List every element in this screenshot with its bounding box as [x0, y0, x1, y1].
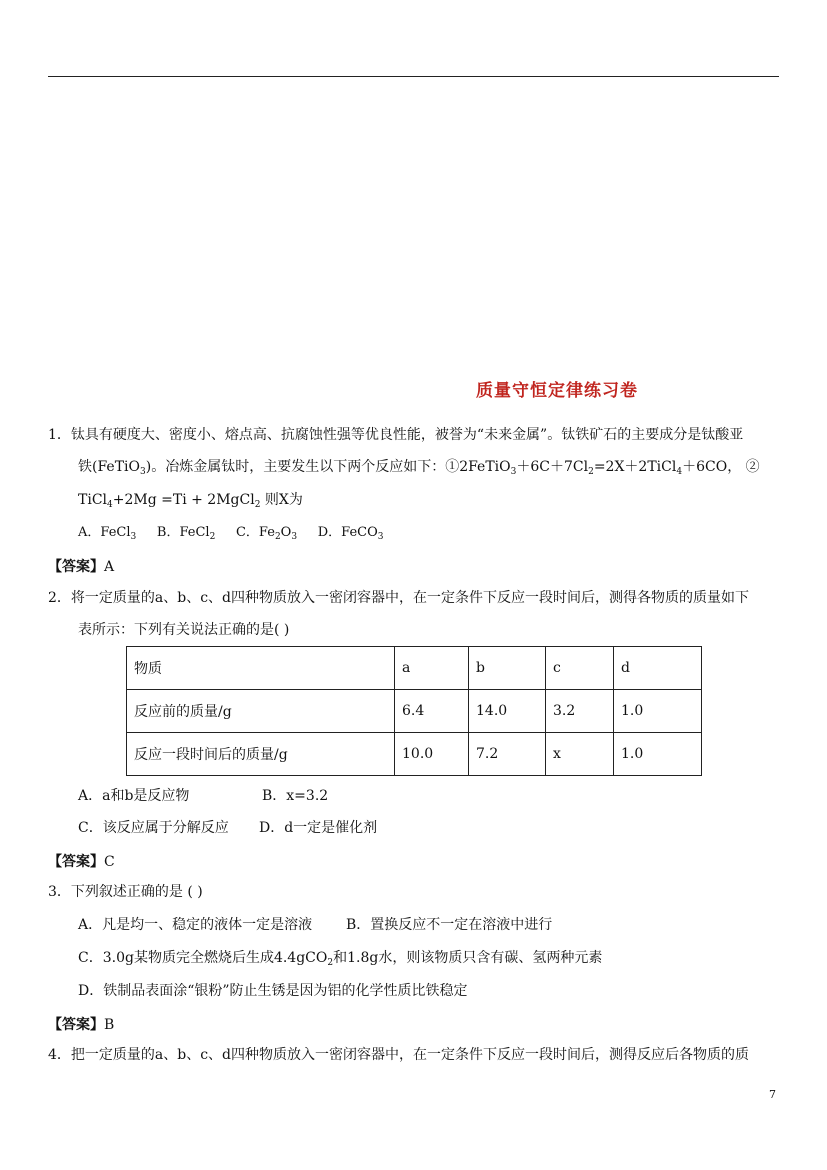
- q1-option-c: C．$Fe_2O_3$: [235, 525, 298, 542]
- q2-answer: 【答案】C: [48, 854, 115, 870]
- q2-option-b: B．x=3.2: [262, 788, 329, 804]
- q1-line3: TiCl$_4$+2Mg =Ti + 2MgCl$_2$ 则X为: [78, 492, 303, 510]
- q1-line1: 1．钛具有硬度大、密度小、熔点高、抗腐蚀性强等优良性能，被誉为“未来金属”。钛铁矿石的主要成分是钛酸亚: [48, 427, 744, 443]
- header-rule: [48, 76, 779, 77]
- table-cell: 14.0: [469, 690, 546, 733]
- q1-option-a: A．FeCl$_3$: [78, 525, 137, 542]
- table-cell: 反应前的质量/g: [127, 690, 395, 733]
- q3-option-a: A．凡是均一、稳定的液体一定是溶液: [78, 917, 313, 933]
- q1-options: [78, 524, 384, 542]
- q3-answer: 【答案】B: [48, 1017, 115, 1033]
- q3-line1: 3．下列叙述正确的是 ( ): [48, 884, 203, 900]
- table-cell: 3.2: [546, 690, 614, 733]
- page-title: 质量守恒定律练习卷: [476, 381, 638, 401]
- page-number: 7: [769, 1088, 776, 1101]
- table-row: [127, 733, 702, 776]
- table-cell: 6.4: [395, 690, 469, 733]
- table-cell: a: [395, 647, 469, 690]
- q1-option-b: B．FeCl$_2$: [156, 525, 216, 542]
- table-row: [127, 690, 702, 733]
- mass-table: [126, 646, 702, 776]
- table-cell: c: [546, 647, 614, 690]
- q1-line2: 铁(FeTiO$_3$)。冶炼金属钛时，主要发生以下两个反应如下：$①2FeTiO_3+6C+7Cl_2=2X+2TiCl_4+6CO$， ②: [78, 459, 760, 477]
- table-row: [127, 647, 702, 690]
- q2-line2: 表所示：下列有关说法正确的是( ): [78, 622, 290, 638]
- table-cell: 7.2: [469, 733, 546, 776]
- table-cell: 10.0: [395, 733, 469, 776]
- q1-answer: 【答案】A: [48, 559, 115, 575]
- table-cell: 1.0: [614, 733, 702, 776]
- table-cell: b: [469, 647, 546, 690]
- q2-option-c: C．该反应属于分解反应: [78, 820, 229, 836]
- table-cell: d: [614, 647, 702, 690]
- q2-option-a: A．a和b是反应物: [78, 788, 190, 804]
- q4-line1: 4．把一定质量的a、b、c、d四种物质放入一密闭容器中，在一定条件下反应一段时间后，测得反应后各物质的质: [48, 1047, 750, 1063]
- table-cell: 物质: [127, 647, 395, 690]
- table-cell: x: [546, 733, 614, 776]
- q2-option-d: D．d一定是催化剂: [259, 820, 378, 836]
- q2-line1: 2．将一定质量的a、b、c、d四种物质放入一密闭容器中，在一定条件下反应一段时间后，测得各物质的质量如下: [48, 590, 750, 606]
- table-cell: 反应一段时间后的质量/g: [127, 733, 395, 776]
- q3-option-b: B．置换反应不一定在溶液中进行: [346, 917, 553, 933]
- q3-option-d: D．铁制品表面涂“银粉”防止生锈是因为铝的化学性质比铁稳定: [78, 983, 468, 999]
- q3-option-c: C．3.0g某物质完全燃烧后生成4.4gCO$_2$和1.8g水，则该物质只含有碳、氢两种元素: [78, 950, 603, 968]
- table-cell: 1.0: [614, 690, 702, 733]
- q1-option-d: D．FeCO$_3$: [317, 525, 384, 542]
